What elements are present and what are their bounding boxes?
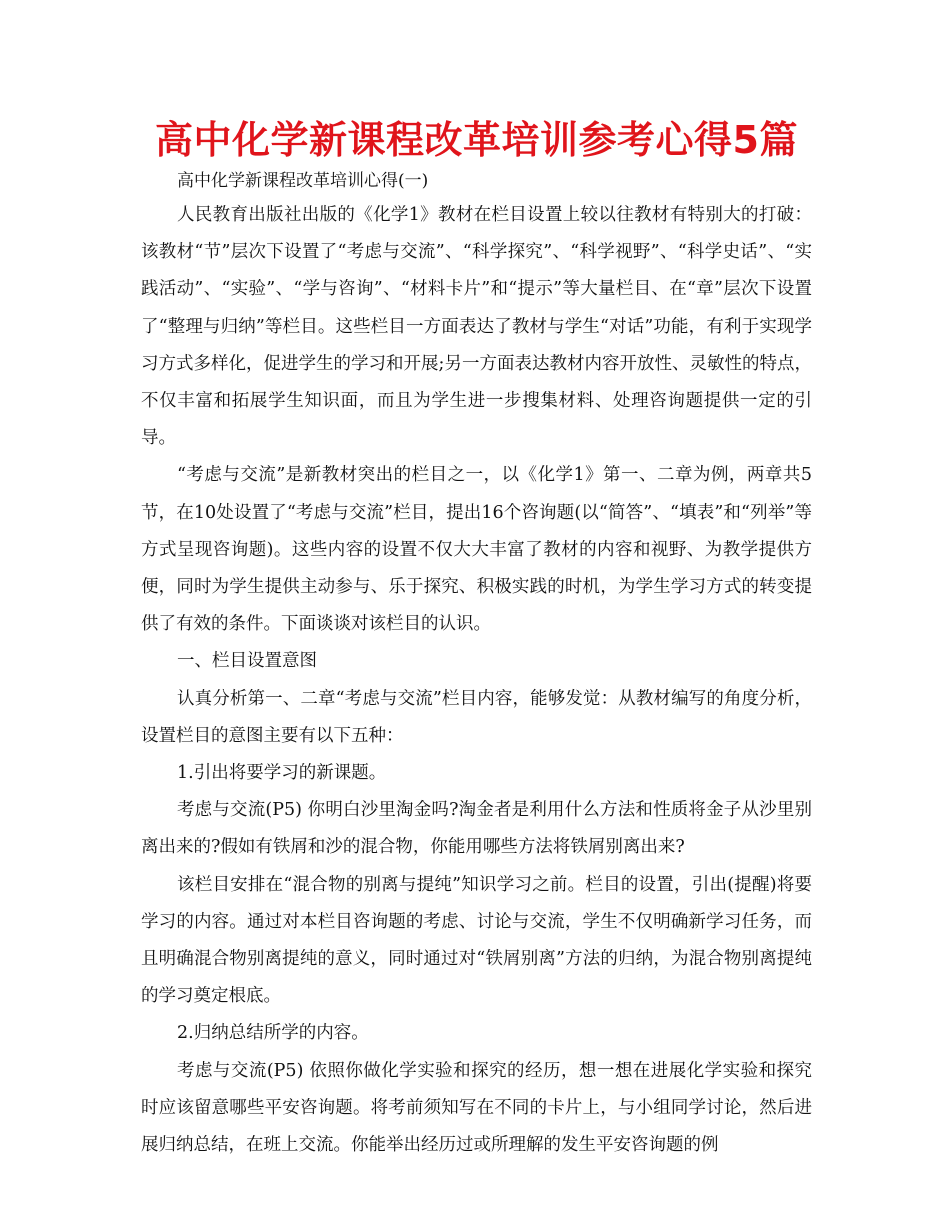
document-body <box>141 197 812 1164</box>
list-item-heading: 2.归纳总结所学的内容。 <box>177 1023 369 1044</box>
paragraph: 考虑与交流(P5) 你明白沙里淘金吗?淘金者是利用什么方法和性质将金子从沙里别离出来的?假如有铁屑和沙的混合物，你能用哪些方法将铁屑别离出来? <box>141 800 812 858</box>
paragraph: 该栏目安排在“混合物的别离与提纯”知识学习之前。栏目的设置，引出(提醒)将要学习的内容。通过对本栏目咨询题的考虑、讨论与交流，学生不仅明确新学习任务，而且明确混合物别离提纯的意义，同时通过对“铁屑别离”方法的归纳，为混合物别离提纯的学习奠定根底。 <box>141 874 812 1007</box>
document-title: 高中化学新课程改革培训参考心得5篇 <box>155 118 798 162</box>
paragraph: 人民教育出版社出版的《化学1》教材在栏目设置上较以往教材有特别大的打破：该教材“节”层次下设置了“考虑与交流”、“科学探究”、“科学视野”、“科学史话”、“实践活动”、“实验”、“学与咨询”、“材料卡片”和“提示”等大量栏目、在“章”层次下设置了“整理与归纳”等栏目。这些栏目一方面表达了教材与学生“对话”功能，有利于实现学习方式多样化，促进学生的学习和开展;另一方面表达教材内容开放性、灵敏性的特点，不仅丰富和拓展学生知识面，而且为学生进一步搜集材料、处理咨询题提供一定的引导。 <box>141 205 812 449</box>
paragraph: 考虑与交流(P5) 依照你做化学实验和探究的经历，想一想在进展化学实验和探究时应该留意哪些平安咨询题。将考前须知写在不同的卡片上，与小组同学讨论，然后进展归纳总结，在班上交流。你能举出经历过或所理解的发生平安咨询题的例 <box>141 1060 812 1156</box>
section-heading: 一、栏目设置意图 <box>177 651 317 672</box>
document-subtitle: 高中化学新课程改革培训心得(一) <box>177 171 429 191</box>
list-item-heading: 1.引出将要学习的新课题。 <box>177 763 387 784</box>
paragraph: “考虑与交流”是新教材突出的栏目之一，以《化学1》第一、二章为例，两章共5节，在10处设置了“考虑与交流”栏目，提出16个咨询题(以“简答”、“填表”和“列举”等方式呈现咨询题)。这些内容的设置不仅大大丰富了教材的内容和视野、为教学提供方便，同时为学生提供主动参与、乐于探究、积极实践的时机，为学生学习方式的转变提供了有效的条件。下面谈谈对该栏目的认识。 <box>141 465 812 635</box>
paragraph: 认真分析第一、二章“考虑与交流”栏目内容，能够发觉：从教材编写的角度分析，设置栏目的意图主要有以下五种： <box>141 688 812 746</box>
